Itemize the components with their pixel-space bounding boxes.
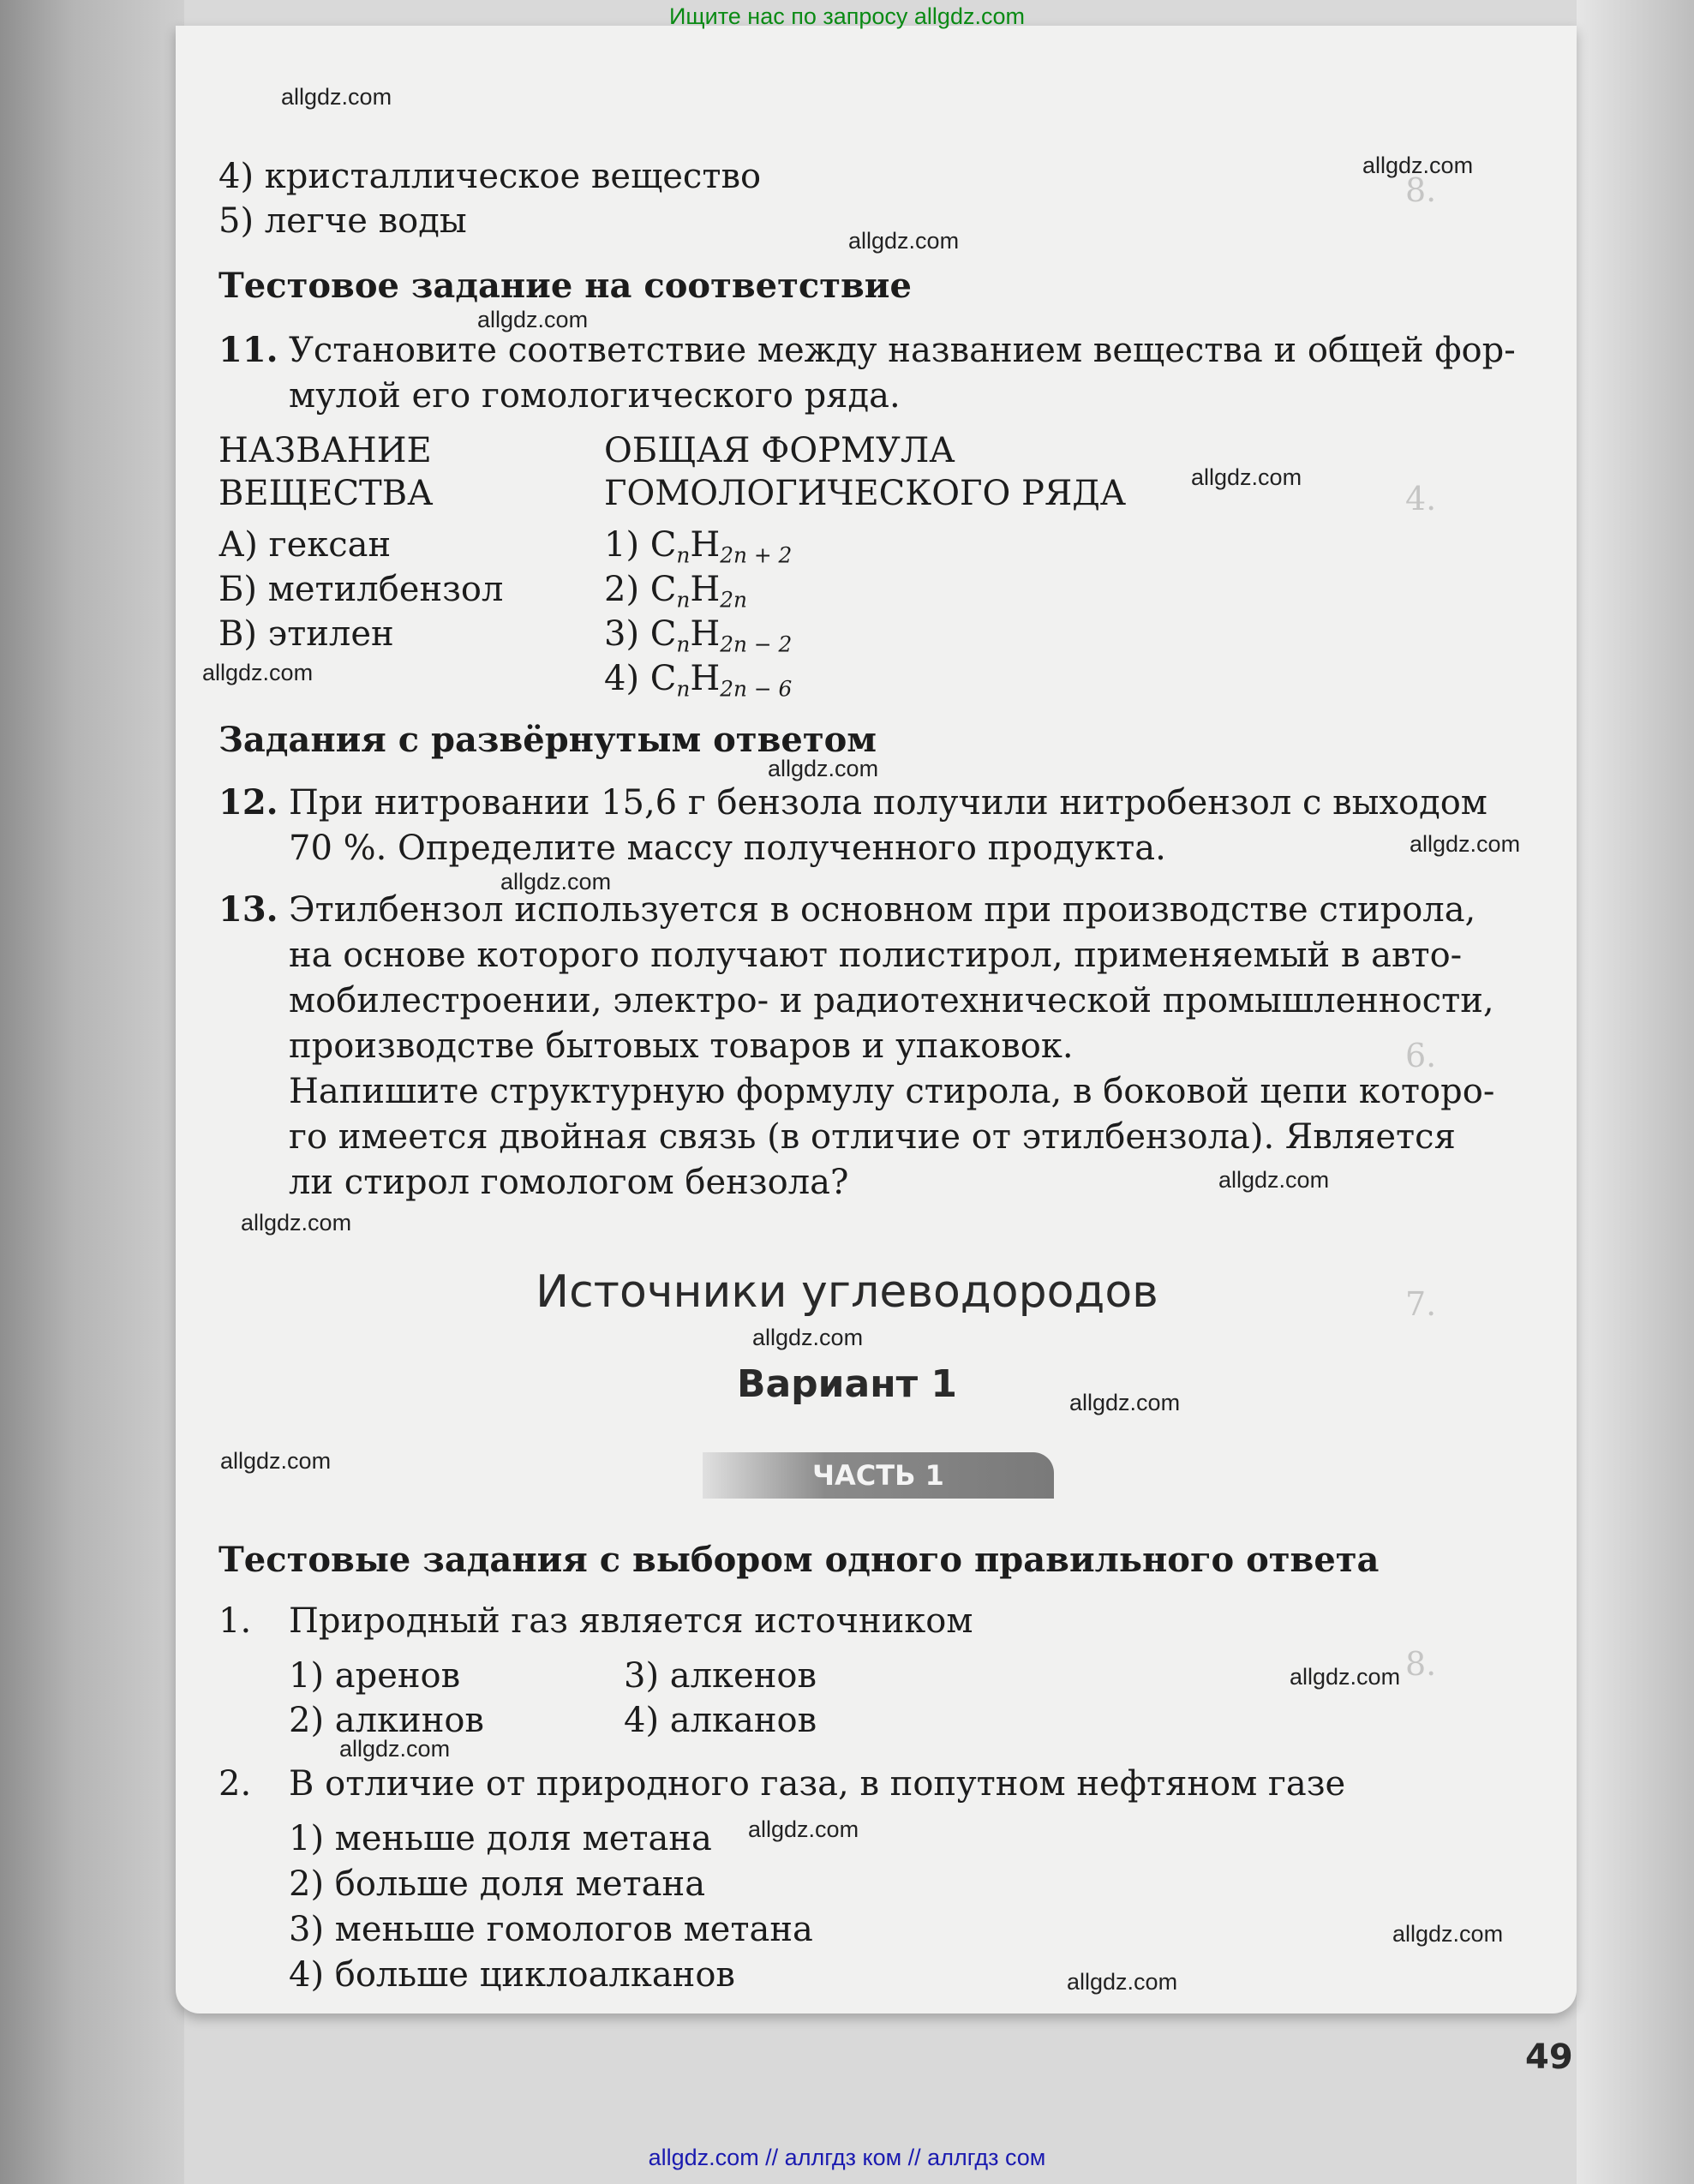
bleed-through: 8. xyxy=(1405,171,1437,209)
watermark: allgdz.com xyxy=(1191,464,1302,490)
watermark: allgdz.com xyxy=(202,660,314,685)
question-2 xyxy=(218,1762,1345,1806)
substance-b: Б) метилбензол xyxy=(218,570,504,609)
col2-header: ОБЩАЯ ФОРМУЛА xyxy=(604,431,955,470)
question-number: 2. xyxy=(218,1764,252,1804)
bleed-through: 6. xyxy=(1405,1037,1437,1074)
page-edge xyxy=(1577,0,1694,2184)
col2-header: ГОМОЛОГИЧЕСКОГО РЯДА xyxy=(604,474,1127,513)
section-title: Источники углеводородов xyxy=(536,1266,1158,1318)
watermark: allgdz.com xyxy=(1410,831,1521,857)
q1-option-2: 2) алкинов xyxy=(289,1701,484,1740)
extended-heading: Задания с развёрнутым ответом xyxy=(218,720,877,760)
q2-option-2: 2) больше доля метана xyxy=(289,1864,706,1904)
formula-3: 3) $C_nH_{2n - 2}$ xyxy=(604,614,793,657)
bleed-through: 8. xyxy=(1405,1645,1437,1683)
matching-heading: Тестовое задание на соответствие xyxy=(218,266,912,306)
formula-2: 2) $C_nH_{2n}$ xyxy=(604,570,747,613)
tests-heading: Тестовые задания с выбором одного правильного ответа xyxy=(218,1540,1380,1580)
watermark: allgdz.com xyxy=(1362,153,1474,178)
watermark: allgdz.com xyxy=(768,756,879,781)
q1-option-1: 1) аренов xyxy=(289,1656,461,1696)
question-11 xyxy=(218,327,1538,419)
watermark: allgdz.com xyxy=(1290,1664,1401,1690)
question-1 xyxy=(218,1599,973,1643)
bleed-through: 7. xyxy=(1405,1285,1437,1323)
watermark: allgdz.com xyxy=(848,228,960,254)
question-text: Природный газ является источником xyxy=(289,1601,973,1641)
q2-option-1: 1) меньше доля метана xyxy=(289,1819,712,1858)
bleed-through: 4. xyxy=(1405,480,1437,518)
question-text: В отличие от природного газа, в попутном нефтяном газе xyxy=(289,1764,1346,1804)
q1-option-4: 4) алканов xyxy=(624,1701,817,1740)
watermark: allgdz.com xyxy=(500,869,612,895)
watermark: allgdz.com xyxy=(477,307,589,332)
book-spine-shadow xyxy=(0,0,184,2184)
watermark: allgdz.com xyxy=(748,1816,859,1842)
question-text: мулой его гомологического ряда. xyxy=(289,376,901,416)
top-banner[interactable]: Ищите нас по запросу allgdz.com xyxy=(669,3,1025,29)
question-text: При нитровании 15,6 г бензола получили нитробензол с выходом xyxy=(289,783,1487,823)
question-text: производстве бытовых товаров и упаковок. xyxy=(289,1026,1074,1066)
question-text: 70 %. Определите массу полученного продукта. xyxy=(289,829,1166,868)
substance-a: А) гексан xyxy=(218,525,392,565)
question-number: 11. xyxy=(218,330,278,370)
q2-option-4: 4) больше циклоалканов xyxy=(289,1955,735,1995)
watermark: allgdz.com xyxy=(339,1736,451,1762)
question-13 xyxy=(218,887,1538,1206)
variant-title: Вариант 1 xyxy=(736,1362,958,1406)
q2-option-3: 3) меньше гомологов метана xyxy=(289,1910,813,1949)
question-text: ли стирол гомологом бензола? xyxy=(289,1163,849,1202)
watermark: allgdz.com xyxy=(241,1210,352,1236)
option-4: 4) кристаллическое вещество xyxy=(218,157,762,196)
watermark: allgdz.com xyxy=(1218,1167,1330,1193)
col1-header: ВЕЩЕСТВА xyxy=(218,474,434,513)
question-text: Напишите структурную формулу стирола, в боковой цепи которо- xyxy=(289,1072,1495,1111)
question-text: Установите соответствие между названием вещества и общей фор- xyxy=(289,331,1516,370)
question-text: Этилбензол используется в основном при производстве стирола, xyxy=(289,890,1476,930)
watermark: allgdz.com xyxy=(1069,1390,1181,1415)
col1-header: НАЗВАНИЕ xyxy=(218,431,432,470)
question-number: 13. xyxy=(218,889,278,930)
formula-4: 4) $C_nH_{2n - 6}$ xyxy=(604,659,793,702)
question-number: 12. xyxy=(218,782,278,823)
watermark: allgdz.com xyxy=(220,1448,332,1474)
q1-option-3: 3) алкенов xyxy=(624,1656,817,1696)
watermark: allgdz.com xyxy=(281,84,392,110)
watermark: allgdz.com xyxy=(1067,1969,1178,1995)
bottom-banner[interactable]: allgdz.com // аллгдз ком // аллгдз сом xyxy=(648,2145,1046,2170)
question-text: го имеется двойная связь (в отличие от этилбензола). Является xyxy=(289,1117,1456,1157)
option-5: 5) легче воды xyxy=(218,201,467,241)
question-number: 1. xyxy=(218,1601,252,1641)
question-text: мобилестроении, электро- и радиотехнической промышленности, xyxy=(289,981,1494,1020)
page-number: 49 xyxy=(1525,2037,1573,2077)
formula-1: 1) $C_nH_{2n + 2}$ xyxy=(604,525,793,568)
question-12 xyxy=(218,780,1538,871)
question-text: на основе которого получают полистирол, применяемый в авто- xyxy=(289,936,1463,975)
part-badge: ЧАСТЬ 1 xyxy=(703,1452,1054,1499)
watermark: allgdz.com xyxy=(1392,1921,1504,1947)
watermark: allgdz.com xyxy=(752,1325,864,1350)
substance-c: В) этилен xyxy=(218,614,394,654)
